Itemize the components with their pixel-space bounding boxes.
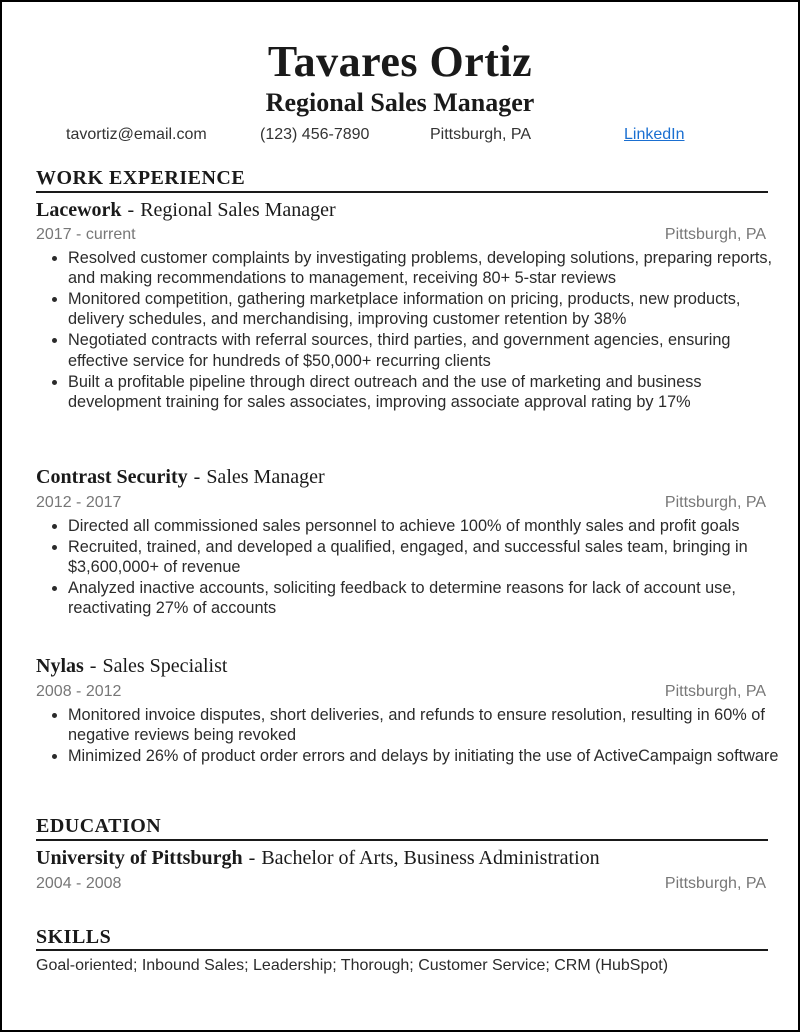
job-bullets	[46, 248, 790, 413]
candidate-name: Tavares Ortiz	[267, 37, 533, 86]
education-school: University of Pittsburgh	[36, 847, 243, 869]
job-dates: 2017 - current	[36, 226, 136, 243]
job-separator: -	[127, 199, 135, 221]
job-header	[36, 655, 227, 678]
job-dates: 2012 - 2017	[36, 494, 122, 511]
job-role: Regional Sales Manager	[140, 199, 336, 221]
job-bullets	[46, 516, 790, 619]
job-header	[36, 466, 325, 489]
job-bullet: • Resolved customer complaints by investigating problems, developing solutions, preparing reports, and making recommendations to management, receiving 80+ 5-star reviews	[68, 248, 790, 288]
job-bullets	[46, 705, 790, 767]
job-company: Lacework	[36, 199, 122, 221]
job-bullet: • Directed all commissioned sales personnel to achieve 100% of monthly sales and profit goals	[68, 516, 790, 536]
job-role: Sales Specialist	[102, 655, 228, 677]
job-location: Pittsburgh, PA	[664, 226, 766, 243]
job-bullet: • Built a profitable pipeline through direct outreach and the use of marketing and business development training for sales associates, improving associate approval rating by 17%	[68, 372, 790, 412]
job-bullet: • Negotiated contracts with referral sources, third parties, and government agencies, ensuring effective service for hundreds of $50,000+ recurring clients	[68, 330, 790, 370]
job-bullet: • Analyzed inactive accounts, soliciting feedback to determine reasons for lack of account use, reactivating 27% of accounts	[68, 578, 790, 618]
skills-list: Goal-oriented; Inbound Sales; Leadership; Thorough; Customer Service; CRM (HubSpot)	[36, 957, 669, 974]
section-divider	[36, 191, 768, 193]
education-header	[36, 847, 600, 870]
education-separator: -	[248, 847, 256, 869]
job-header	[36, 199, 336, 222]
job-bullet: • Monitored competition, gathering marketplace information on pricing, products, new products, delivery schedules, and merchandising, improving customer retention by 38%	[68, 289, 790, 329]
job-dates: 2008 - 2012	[36, 683, 122, 700]
education-degree: Bachelor of Arts, Business Administration	[261, 847, 600, 869]
section-divider	[36, 839, 768, 841]
contact-phone: (123) 456-7890	[260, 126, 370, 143]
education-dates: 2004 - 2008	[36, 875, 122, 892]
job-separator: -	[193, 466, 201, 488]
linkedin-link[interactable]: LinkedIn	[624, 126, 685, 143]
job-bullet: • Monitored invoice disputes, short deliveries, and refunds to ensure resolution, resulting in 60% of negative reviews being revoked	[68, 705, 790, 745]
section-title-skills: SKILLS	[36, 926, 112, 948]
education-location: Pittsburgh, PA	[664, 875, 766, 892]
contact-location: Pittsburgh, PA	[430, 126, 532, 143]
candidate-title: Regional Sales Manager	[265, 88, 535, 117]
job-separator: -	[89, 655, 97, 677]
section-divider	[36, 949, 768, 951]
section-title-education: EDUCATION	[36, 815, 162, 837]
section-title-work: WORK EXPERIENCE	[36, 167, 246, 189]
job-location: Pittsburgh, PA	[664, 494, 766, 511]
job-role: Sales Manager	[206, 466, 325, 488]
job-bullet: • Recruited, trained, and developed a qualified, engaged, and successful sales team, bringing in $3,600,000+ of revenue	[68, 537, 790, 577]
job-company: Nylas	[36, 655, 84, 677]
job-bullet: • Minimized 26% of product order errors and delays by initiating the use of ActiveCampaign software	[68, 746, 790, 766]
job-company: Contrast Security	[36, 466, 188, 488]
job-location: Pittsburgh, PA	[664, 683, 766, 700]
contact-email: tavortiz@email.com	[66, 126, 207, 143]
